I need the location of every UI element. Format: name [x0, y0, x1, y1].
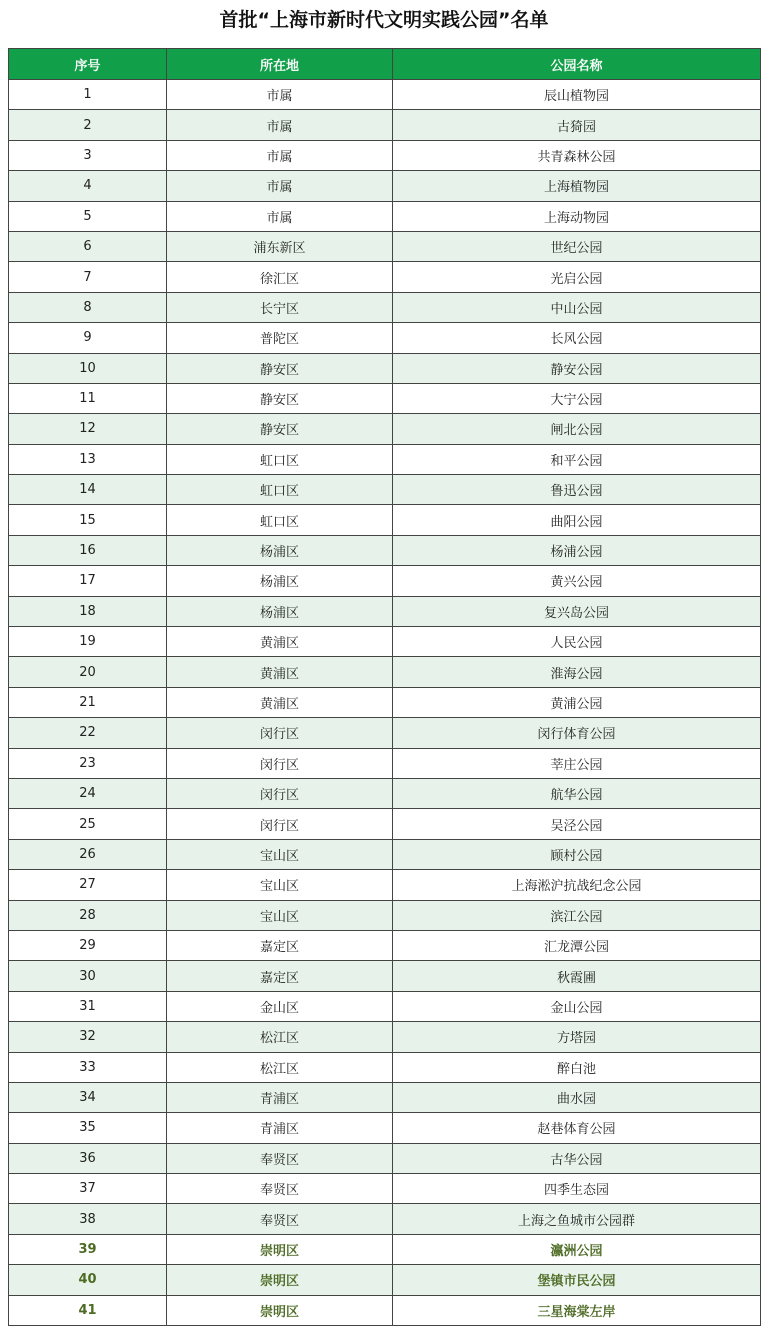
- table-row: [9, 1143, 761, 1173]
- cell-park-name: 金山公园: [393, 991, 761, 1021]
- table-row: [9, 809, 761, 839]
- cell-park-name: 静安公园: [393, 353, 761, 383]
- table-row: [9, 383, 761, 413]
- cell-park-name: 黄浦公园: [393, 687, 761, 717]
- cell-number: 27: [9, 870, 167, 900]
- cell-district: 虹口区: [167, 505, 393, 535]
- table-row: [9, 1022, 761, 1052]
- cell-number: 20: [9, 657, 167, 687]
- table-row: [9, 778, 761, 808]
- cell-number: 14: [9, 475, 167, 505]
- cell-park-name: 上海动物园: [393, 201, 761, 231]
- table-row: [9, 535, 761, 565]
- cell-park-name: 人民公园: [393, 627, 761, 657]
- cell-park-name: 古华公园: [393, 1143, 761, 1173]
- table-row: [9, 596, 761, 626]
- cell-park-name: 曲阳公园: [393, 505, 761, 535]
- header-district: 所在地: [167, 49, 393, 80]
- table-row: [9, 110, 761, 140]
- cell-district: 崇明区: [167, 1234, 393, 1264]
- cell-park-name: 方塔园: [393, 1022, 761, 1052]
- cell-park-name: 大宁公园: [393, 383, 761, 413]
- cell-park-name: 淮海公园: [393, 657, 761, 687]
- cell-district: 市属: [167, 171, 393, 201]
- cell-number: 16: [9, 535, 167, 565]
- cell-park-name: 和平公园: [393, 444, 761, 474]
- cell-number: 32: [9, 1022, 167, 1052]
- cell-park-name: 瀛洲公园: [393, 1234, 761, 1264]
- cell-number: 1: [9, 80, 167, 110]
- cell-park-name: 光启公园: [393, 262, 761, 292]
- cell-district: 闵行区: [167, 809, 393, 839]
- cell-park-name: 长风公园: [393, 323, 761, 353]
- cell-number: 17: [9, 566, 167, 596]
- cell-park-name: 滨江公园: [393, 900, 761, 930]
- cell-number: 2: [9, 110, 167, 140]
- cell-number: 38: [9, 1204, 167, 1234]
- cell-number: 37: [9, 1174, 167, 1204]
- table-row: [9, 1265, 761, 1295]
- table-row: [9, 353, 761, 383]
- table-row: [9, 292, 761, 322]
- cell-district: 青浦区: [167, 1113, 393, 1143]
- cell-park-name: 赵巷体育公园: [393, 1113, 761, 1143]
- cell-number: 40: [9, 1265, 167, 1295]
- cell-number: 6: [9, 231, 167, 261]
- table-row: [9, 231, 761, 261]
- table-row: [9, 961, 761, 991]
- cell-park-name: 鲁迅公园: [393, 475, 761, 505]
- table-row: [9, 930, 761, 960]
- table-row: [9, 1204, 761, 1234]
- table-row: [9, 748, 761, 778]
- cell-number: 24: [9, 778, 167, 808]
- cell-district: 宝山区: [167, 870, 393, 900]
- table-row: [9, 505, 761, 535]
- cell-number: 23: [9, 748, 167, 778]
- cell-number: 29: [9, 930, 167, 960]
- cell-park-name: 吴泾公园: [393, 809, 761, 839]
- table-row: [9, 171, 761, 201]
- cell-district: 黄浦区: [167, 687, 393, 717]
- cell-number: 19: [9, 627, 167, 657]
- cell-park-name: 秋霞圃: [393, 961, 761, 991]
- table-row: [9, 991, 761, 1021]
- cell-district: 闵行区: [167, 748, 393, 778]
- table-row: [9, 262, 761, 292]
- cell-number: 31: [9, 991, 167, 1021]
- table-row: [9, 1174, 761, 1204]
- cell-park-name: 辰山植物园: [393, 80, 761, 110]
- table-row: [9, 201, 761, 231]
- cell-district: 嘉定区: [167, 930, 393, 960]
- cell-number: 36: [9, 1143, 167, 1173]
- cell-park-name: 三星海棠左岸: [393, 1295, 761, 1325]
- cell-number: 3: [9, 140, 167, 170]
- table-row: [9, 566, 761, 596]
- cell-number: 21: [9, 687, 167, 717]
- cell-number: 25: [9, 809, 167, 839]
- cell-district: 杨浦区: [167, 596, 393, 626]
- cell-number: 10: [9, 353, 167, 383]
- cell-number: 8: [9, 292, 167, 322]
- table-row: [9, 718, 761, 748]
- table-row: [9, 870, 761, 900]
- cell-number: 30: [9, 961, 167, 991]
- cell-number: 18: [9, 596, 167, 626]
- cell-number: 15: [9, 505, 167, 535]
- table-row: [9, 323, 761, 353]
- cell-number: 12: [9, 414, 167, 444]
- cell-district: 市属: [167, 110, 393, 140]
- cell-district: 闵行区: [167, 718, 393, 748]
- table-row: [9, 839, 761, 869]
- header-number: 序号: [9, 49, 167, 80]
- table-row: [9, 1234, 761, 1264]
- cell-district: 市属: [167, 201, 393, 231]
- cell-park-name: 堡镇市民公园: [393, 1265, 761, 1295]
- cell-park-name: 杨浦公园: [393, 535, 761, 565]
- cell-park-name: 四季生态园: [393, 1174, 761, 1204]
- cell-number: 33: [9, 1052, 167, 1082]
- cell-park-name: 上海淞沪抗战纪念公园: [393, 870, 761, 900]
- cell-park-name: 中山公园: [393, 292, 761, 322]
- cell-district: 松江区: [167, 1052, 393, 1082]
- page-title: 首批“上海市新时代文明实践公园”名单: [219, 9, 549, 31]
- cell-district: 奉贤区: [167, 1143, 393, 1173]
- cell-district: 奉贤区: [167, 1204, 393, 1234]
- cell-number: 28: [9, 900, 167, 930]
- table-row: [9, 444, 761, 474]
- cell-district: 松江区: [167, 1022, 393, 1052]
- table-row: [9, 80, 761, 110]
- table-row: [9, 1295, 761, 1325]
- cell-park-name: 莘庄公园: [393, 748, 761, 778]
- table-row: [9, 900, 761, 930]
- table-header-row: [9, 49, 761, 80]
- cell-number: 11: [9, 383, 167, 413]
- cell-district: 静安区: [167, 414, 393, 444]
- cell-district: 长宁区: [167, 292, 393, 322]
- cell-district: 宝山区: [167, 900, 393, 930]
- table-row: [9, 1113, 761, 1143]
- cell-park-name: 上海之鱼城市公园群: [393, 1204, 761, 1234]
- cell-district: 黄浦区: [167, 657, 393, 687]
- cell-number: 22: [9, 718, 167, 748]
- table-row: [9, 475, 761, 505]
- table-row: [9, 687, 761, 717]
- cell-district: 奉贤区: [167, 1174, 393, 1204]
- cell-number: 35: [9, 1113, 167, 1143]
- cell-district: 金山区: [167, 991, 393, 1021]
- cell-district: 静安区: [167, 353, 393, 383]
- cell-district: 崇明区: [167, 1265, 393, 1295]
- cell-park-name: 汇龙潭公园: [393, 930, 761, 960]
- cell-district: 黄浦区: [167, 627, 393, 657]
- cell-park-name: 曲水园: [393, 1082, 761, 1112]
- cell-number: 7: [9, 262, 167, 292]
- cell-park-name: 闸北公园: [393, 414, 761, 444]
- park-list-table: [8, 48, 761, 1326]
- cell-district: 宝山区: [167, 839, 393, 869]
- cell-number: 13: [9, 444, 167, 474]
- cell-district: 嘉定区: [167, 961, 393, 991]
- cell-number: 5: [9, 201, 167, 231]
- cell-park-name: 醉白池: [393, 1052, 761, 1082]
- cell-park-name: 上海植物园: [393, 171, 761, 201]
- table-row: [9, 657, 761, 687]
- header-park-name: 公园名称: [393, 49, 761, 80]
- cell-district: 普陀区: [167, 323, 393, 353]
- cell-district: 市属: [167, 140, 393, 170]
- cell-district: 浦东新区: [167, 231, 393, 261]
- cell-district: 市属: [167, 80, 393, 110]
- table-row: [9, 140, 761, 170]
- cell-number: 9: [9, 323, 167, 353]
- cell-park-name: 古猗园: [393, 110, 761, 140]
- cell-district: 青浦区: [167, 1082, 393, 1112]
- cell-number: 39: [9, 1234, 167, 1264]
- cell-district: 虹口区: [167, 475, 393, 505]
- table-row: [9, 1082, 761, 1112]
- cell-district: 虹口区: [167, 444, 393, 474]
- cell-park-name: 航华公园: [393, 778, 761, 808]
- cell-district: 徐汇区: [167, 262, 393, 292]
- cell-district: 闵行区: [167, 778, 393, 808]
- cell-district: 崇明区: [167, 1295, 393, 1325]
- cell-park-name: 复兴岛公园: [393, 596, 761, 626]
- cell-park-name: 世纪公园: [393, 231, 761, 261]
- cell-number: 41: [9, 1295, 167, 1325]
- cell-number: 34: [9, 1082, 167, 1112]
- cell-park-name: 共青森林公园: [393, 140, 761, 170]
- cell-number: 26: [9, 839, 167, 869]
- cell-district: 杨浦区: [167, 535, 393, 565]
- cell-district: 静安区: [167, 383, 393, 413]
- table-row: [9, 627, 761, 657]
- cell-district: 杨浦区: [167, 566, 393, 596]
- table-row: [9, 1052, 761, 1082]
- cell-number: 4: [9, 171, 167, 201]
- cell-park-name: 闵行体育公园: [393, 718, 761, 748]
- cell-park-name: 黄兴公园: [393, 566, 761, 596]
- table-row: [9, 414, 761, 444]
- cell-park-name: 顾村公园: [393, 839, 761, 869]
